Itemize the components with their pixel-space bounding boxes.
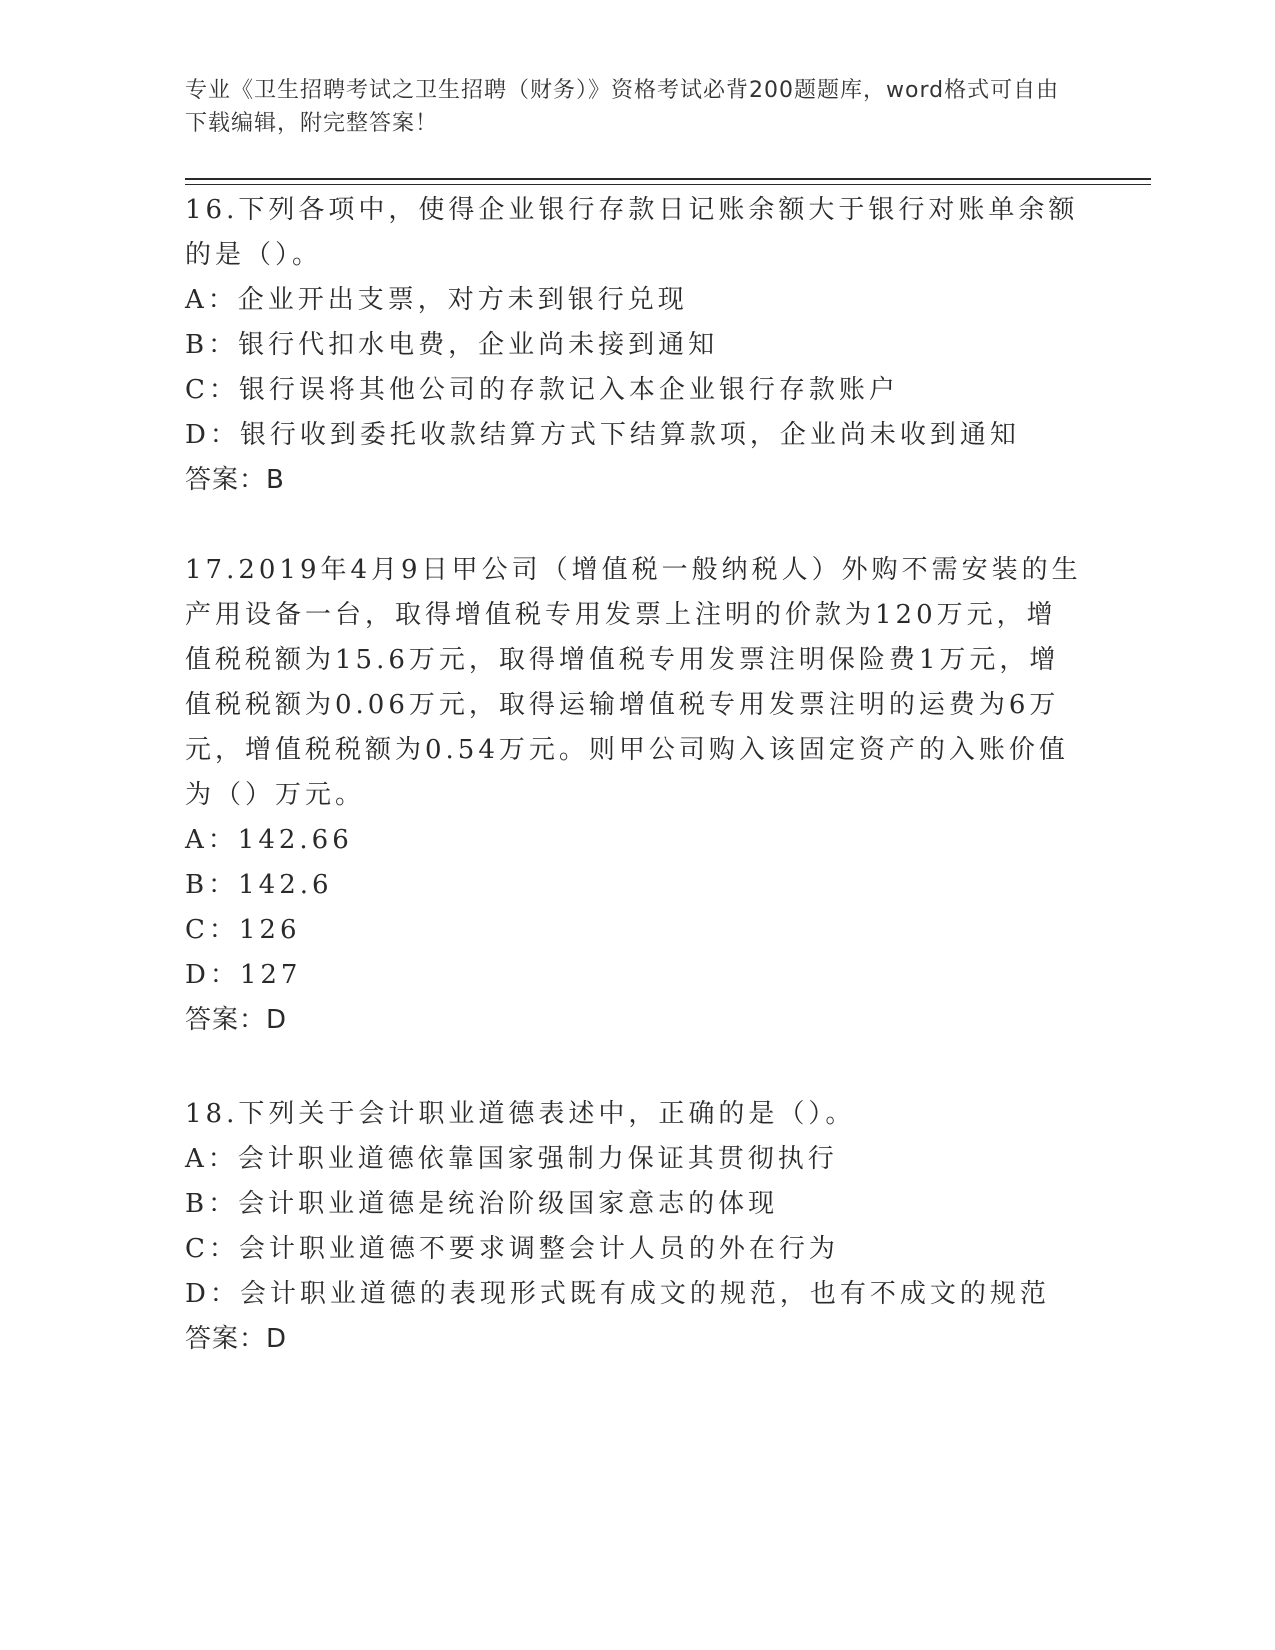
option-d: D：银行收到委托收款结算方式下结算款项，企业尚未收到通知 <box>185 420 1020 450</box>
option-b: B：会计职业道德是统治阶级国家意志的体现 <box>185 1189 779 1219</box>
option-a: A：142.66 <box>185 825 353 855</box>
answer: 答案：D <box>185 1005 288 1035</box>
answer: 答案：D <box>185 1324 288 1354</box>
document-header: 专业《卫生招聘考试之卫生招聘（财务）》资格考试必背200题题库，word格式可自由下载编辑，附完整答案！ <box>185 78 1060 136</box>
question-stem: 16.下列各项中，使得企业银行存款日记账余额大于银行对账单余额的是（）。 <box>185 195 1079 270</box>
option-a: A：会计职业道德依靠国家强制力保证其贯彻执行 <box>185 1144 838 1174</box>
header-divider-thin <box>185 184 1151 185</box>
option-d: D：127 <box>185 960 302 990</box>
option-d: D：会计职业道德的表现形式既有成文的规范，也有不成文的规范 <box>185 1279 1050 1309</box>
option-b: B：银行代扣水电费，企业尚未接到通知 <box>185 330 719 360</box>
option-a: A：企业开出支票，对方未到银行兑现 <box>185 285 688 315</box>
answer: 答案：B <box>185 465 285 495</box>
question-16 <box>185 188 1085 503</box>
option-c: C：银行误将其他公司的存款记入本企业银行存款账户 <box>185 375 899 405</box>
option-b: B：142.6 <box>185 870 333 900</box>
question-stem: 17.2019年4月9日甲公司（增值税一般纳税人）外购不需安装的生产用设备一台，取得增值税专用发票上注明的价款为120万元，增值税税额为15.6万元，取得增值税专用发票注明保险费1万元，增值税税额为0.06万元，取得运输增值税专用发票注明的运费为6万元，增值税税额为0.54万元。则甲公司购入该固定资产的入账价值为（）万元。 <box>185 555 1082 810</box>
question-18 <box>185 1092 1085 1362</box>
header-divider-thick <box>185 178 1151 180</box>
option-c: C：会计职业道德不要求调整会计人员的外在行为 <box>185 1234 839 1264</box>
question-stem: 18.下列关于会计职业道德表述中，正确的是（）。 <box>185 1099 856 1129</box>
option-c: C：126 <box>185 915 301 945</box>
question-17 <box>185 548 1085 1043</box>
